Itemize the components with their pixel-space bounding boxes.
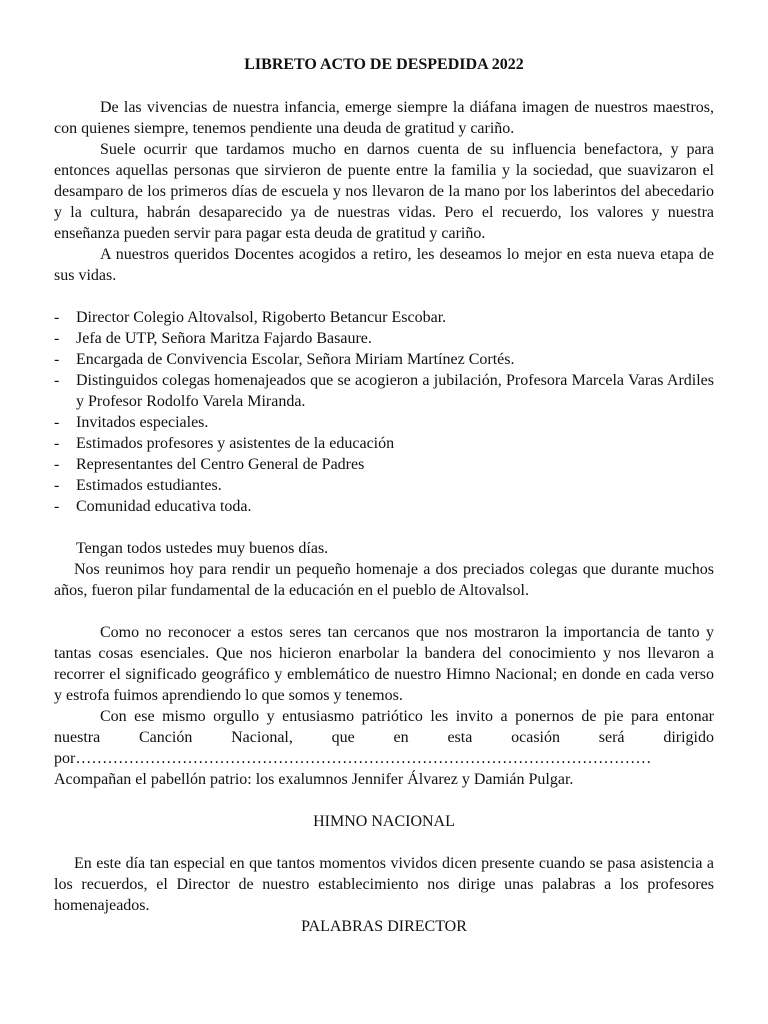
spacer xyxy=(54,832,714,853)
himno-heading: HIMNO NACIONAL xyxy=(313,813,455,830)
list-item xyxy=(54,349,714,370)
gathering-paragraph: Nos reunimos hoy para rendir un pequeño homenaje a dos preciados colegas que durante muchos años, fueron pilar fundamental de la educación en el pueblo de Altovalsol. xyxy=(54,561,714,599)
greeting-text: Estimados estudiantes. xyxy=(76,477,222,494)
list-item xyxy=(54,454,714,475)
bullet-dash: - xyxy=(54,435,60,452)
bullet-dash: - xyxy=(54,351,60,368)
list-item xyxy=(54,496,714,517)
anthem-director-blank: por……………………………………………………………………………………………… xyxy=(54,750,652,767)
greeting-text: Representantes del Centro General de Padres xyxy=(76,456,365,473)
list-item xyxy=(54,328,714,349)
director-intro-paragraph: En este día tan especial en que tantos momentos vividos dicen presente cuando se pasa asistencia a los recuerdos, el Director de nuestro establecimiento nos dirige unas palabras a los profesores homenajeados. xyxy=(54,855,714,914)
bullet-dash: - xyxy=(54,498,60,515)
greeting-text: Invitados especiales. xyxy=(76,414,209,431)
welcome-line: Tengan todos ustedes muy buenos días. xyxy=(76,540,329,557)
reflection-paragraph: Como no reconocer a estos seres tan cercanos que nos mostraron la importancia de tanto y tantas cosas esenciales. Que nos hicieron enarbolar la bandera del conocimiento y nos llevaron a recorrer el significado geográfico y emblemático de nuestro Himno Nacional; en donde en cada verso y estrofa fuimos aprendiendo lo que somos y tenemos. xyxy=(54,624,714,704)
director-heading: PALABRAS DIRECTOR xyxy=(301,918,467,935)
list-item xyxy=(54,433,714,454)
spacer xyxy=(54,790,714,811)
list-item xyxy=(54,412,714,433)
flag-escort-line: Acompañan el pabellón patrio: los exalumnos Jennifer Álvarez y Damián Pulgar. xyxy=(54,771,574,788)
intro-paragraph-3: A nuestros queridos Docentes acogidos a retiro, les deseamos lo mejor en esta nueva etapa de sus vidas. xyxy=(54,246,714,284)
bullet-dash: - xyxy=(54,414,60,431)
greeting-text: Jefa de UTP, Señora Maritza Fajardo Basaure. xyxy=(76,330,372,347)
bullet-dash: - xyxy=(54,477,60,494)
greeting-text: Comunidad educativa toda. xyxy=(76,498,252,515)
spacer xyxy=(54,601,714,622)
list-item xyxy=(54,475,714,496)
bullet-dash: - xyxy=(54,372,60,389)
list-item xyxy=(54,370,714,412)
bullet-dash: - xyxy=(54,456,60,473)
document-title: LIBRETO ACTO DE DESPEDIDA 2022 xyxy=(244,56,524,73)
anthem-invite-paragraph: Con ese mismo orgullo y entusiasmo patriótico les invito a ponernos de pie para entonar nuestra Canción Nacional, que en esta ocasión será dirigido xyxy=(54,708,714,746)
greetings-list xyxy=(54,307,714,517)
document-page xyxy=(54,54,714,937)
intro-paragraph-1: De las vivencias de nuestra infancia, emerge siempre la diáfana imagen de nuestros maestros, con quienes siempre, tenemos pendiente una deuda de gratitud y cariño. xyxy=(54,99,714,137)
greeting-text: Distinguidos colegas homenajeados que se acogieron a jubilación, Profesora Marcela Varas Ardiles y Profesor Rodolfo Varela Miranda. xyxy=(76,372,714,410)
bullet-dash: - xyxy=(54,330,60,347)
greeting-text: Encargada de Convivencia Escolar, Señora Miriam Martínez Cortés. xyxy=(76,351,515,368)
greeting-text: Estimados profesores y asistentes de la educación xyxy=(76,435,395,452)
spacer xyxy=(54,286,714,307)
greeting-text: Director Colegio Altovalsol, Rigoberto Betancur Escobar. xyxy=(76,309,447,326)
bullet-dash: - xyxy=(54,309,60,326)
intro-paragraph-2: Suele ocurrir que tardamos mucho en darnos cuenta de su influencia benefactora, y para entonces aquellas personas que sirvieron de puente entre la familia y la sociedad, que suavizaron el desamparo de los primeros días de escuela y nos llevaron de la mano por los laberintos del abecedario y la cultura, habrán desaparecido ya de nuestras vidas. Pero el recuerdo, los valores y nuestra enseñanza pueden servir para pagar esta deuda de gratitud y cariño. xyxy=(54,141,714,242)
spacer xyxy=(54,517,714,538)
list-item xyxy=(54,307,714,328)
